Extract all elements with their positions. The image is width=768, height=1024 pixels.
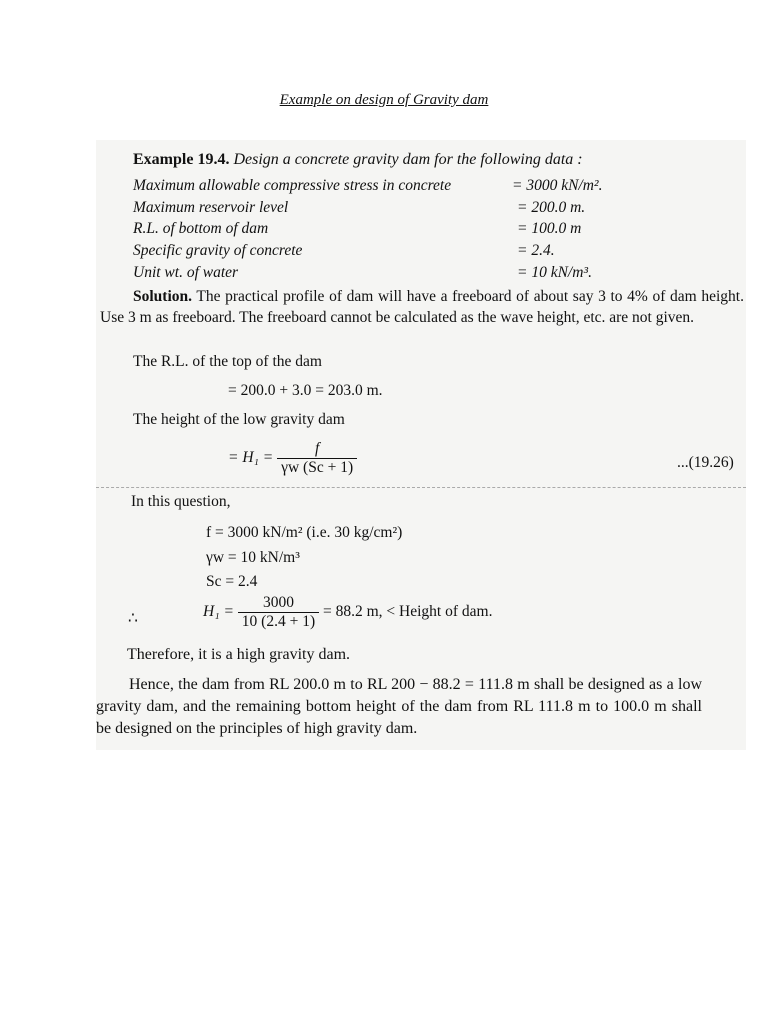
data-row-value: = 200.0 m.: [517, 199, 586, 216]
data-row-name: Specific gravity of concrete: [133, 242, 303, 259]
h1-computation: [203, 594, 492, 631]
data-row-value: = 100.0 m: [517, 220, 582, 237]
solution-text: The practical profile of dam will have a freeboard of about say 3 to 4% of dam height. Use 3 m as freeboard. The freeboard cannot be calculated as the wave height, etc. are not given.: [100, 288, 744, 326]
example-statement: Design a concrete gravity dam for the following data :: [233, 151, 583, 168]
given-value: Sc = 2.4: [206, 573, 258, 590]
solution-label: Solution.: [133, 288, 193, 305]
solution-paragraph: [100, 286, 744, 328]
formula-lhs: = H₁ =: [228, 449, 274, 467]
h1-numerator: 3000: [238, 594, 319, 613]
question-intro: In this question,: [131, 493, 231, 510]
h1-result: = 88.2 m, < Height of dam.: [323, 603, 493, 621]
example-label: Example 19.4.: [133, 151, 230, 168]
h1-lhs: H₁ =: [203, 603, 234, 621]
therefore-symbol: ∴: [128, 610, 138, 627]
given-value: γw = 10 kN/m³: [206, 549, 300, 566]
data-row-value: = 2.4.: [517, 242, 555, 259]
formula-fraction: [277, 440, 357, 477]
formula-19-26: [228, 440, 357, 477]
rl-calculation: = 200.0 + 3.0 = 203.0 m.: [228, 382, 383, 399]
rl-intro: The R.L. of the top of the dam: [133, 353, 322, 370]
data-row-name: Maximum reservoir level: [133, 199, 289, 216]
h1-denominator: 10 (2.4 + 1): [241, 613, 316, 630]
page-title: Example on design of Gravity dam: [279, 92, 489, 108]
example-heading: [133, 151, 583, 169]
formula-numerator: f: [277, 440, 357, 459]
data-row-name: Maximum allowable compressive stress in concrete: [133, 177, 452, 194]
data-row-value: = 10 kN/m³.: [517, 264, 592, 281]
given-value: f = 3000 kN/m² (i.e. 30 kg/cm²): [206, 524, 403, 541]
equation-reference: ...(19.26): [677, 454, 734, 471]
data-row-value: = 3000 kN/m².: [512, 177, 603, 194]
conclusion-text: Therefore, it is a high gravity dam.: [127, 646, 351, 663]
data-row-name: R.L. of bottom of dam: [133, 220, 269, 237]
final-paragraph: Hence, the dam from RL 200.0 m to RL 200 − 88.2 = 111.8 m shall be designed as a low gravity dam, and the remaining bottom height of the dam from RL 111.8 m to 100.0 m shall be designed on the principles of high gravity dam.: [96, 676, 702, 737]
formula-denominator: γw (Sc + 1): [281, 459, 354, 476]
data-row-name: Unit wt. of water: [133, 264, 239, 281]
h1-fraction: [238, 594, 319, 631]
scan-artifact-line: [96, 487, 746, 488]
height-intro: The height of the low gravity dam: [133, 411, 345, 428]
